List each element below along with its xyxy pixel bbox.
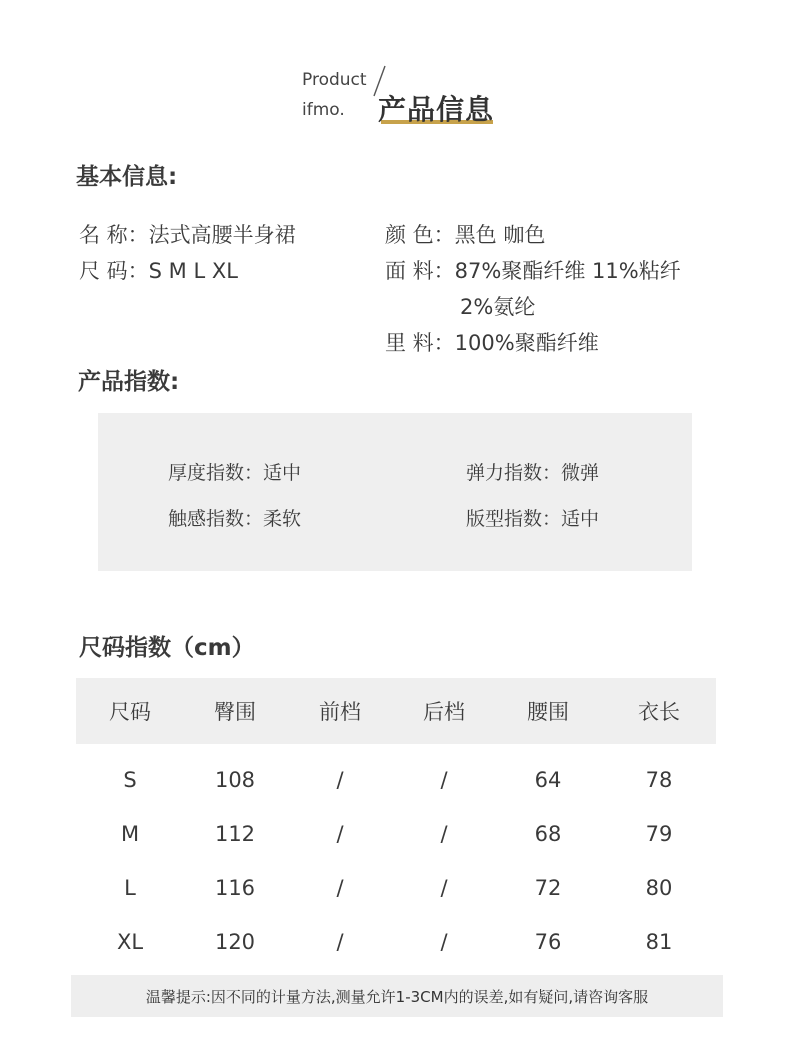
basic-info-title: 基本信息:	[76, 164, 178, 190]
table-cell: 68	[534, 822, 562, 846]
table-cell: /	[440, 822, 448, 846]
table-cell: S	[123, 768, 137, 792]
header-waist: 腰围	[494, 678, 602, 744]
product-lining: 里 料：100%聚酯纤维	[385, 331, 599, 355]
product-fabric-cont: 2%氨纶	[460, 295, 536, 319]
table-cell: 80	[645, 876, 673, 900]
table-cell: 116	[214, 876, 256, 900]
product-name: 名 称：法式高腰半身裙	[79, 223, 296, 247]
table-cell: /	[440, 768, 448, 792]
product-fabric: 面 料：87%聚酯纤维 11%粘纤	[385, 259, 681, 283]
table-row	[76, 807, 716, 861]
header-en-brand: ifmo.	[302, 100, 345, 120]
table-cell: /	[336, 930, 344, 954]
size-chart-title: 尺码指数（cm）	[79, 635, 255, 661]
table-cell: 64	[534, 768, 562, 792]
table-cell: 108	[214, 768, 256, 792]
indices-title: 产品指数:	[78, 369, 180, 395]
thickness-index: 厚度指数：适中	[168, 462, 302, 484]
table-cell: /	[440, 930, 448, 954]
measurement-notice: 温馨提示:因不同的计量方法,测量允许1-3CM内的误差,如有疑问,请咨询客服	[71, 975, 723, 1017]
table-cell: L	[124, 876, 136, 900]
table-cell: XL	[116, 930, 144, 954]
table-cell: /	[336, 822, 344, 846]
table-cell: /	[336, 876, 344, 900]
table-cell: /	[336, 768, 344, 792]
table-row	[76, 915, 716, 969]
table-cell: 78	[645, 768, 673, 792]
header-size: 尺码	[76, 678, 184, 744]
size-table	[76, 678, 716, 969]
table-cell: 79	[645, 822, 673, 846]
header-en-product: Product	[302, 70, 367, 90]
table-cell: 120	[214, 930, 256, 954]
indices-panel	[98, 413, 692, 571]
header-length: 衣长	[602, 678, 716, 744]
table-cell: 81	[645, 930, 673, 954]
table-cell: 112	[214, 822, 256, 846]
fit-index: 版型指数：适中	[466, 508, 600, 530]
table-cell: M	[120, 822, 140, 846]
product-color: 颜 色：黑色 咖色	[385, 223, 546, 247]
table-cell: /	[440, 876, 448, 900]
table-row	[76, 861, 716, 915]
elasticity-index: 弹力指数：微弹	[466, 462, 600, 484]
page-title: 产品信息	[378, 93, 495, 126]
table-cell: 72	[534, 876, 562, 900]
header-front-rise: 前档	[286, 678, 394, 744]
header-hip: 臀围	[184, 678, 286, 744]
table-cell: 76	[534, 930, 562, 954]
product-sizes: 尺 码：S M L XL	[79, 259, 238, 283]
table-header-row	[76, 678, 716, 744]
header-back-rise: 后档	[394, 678, 494, 744]
touch-index: 触感指数：柔软	[168, 508, 302, 530]
table-row	[76, 744, 716, 807]
